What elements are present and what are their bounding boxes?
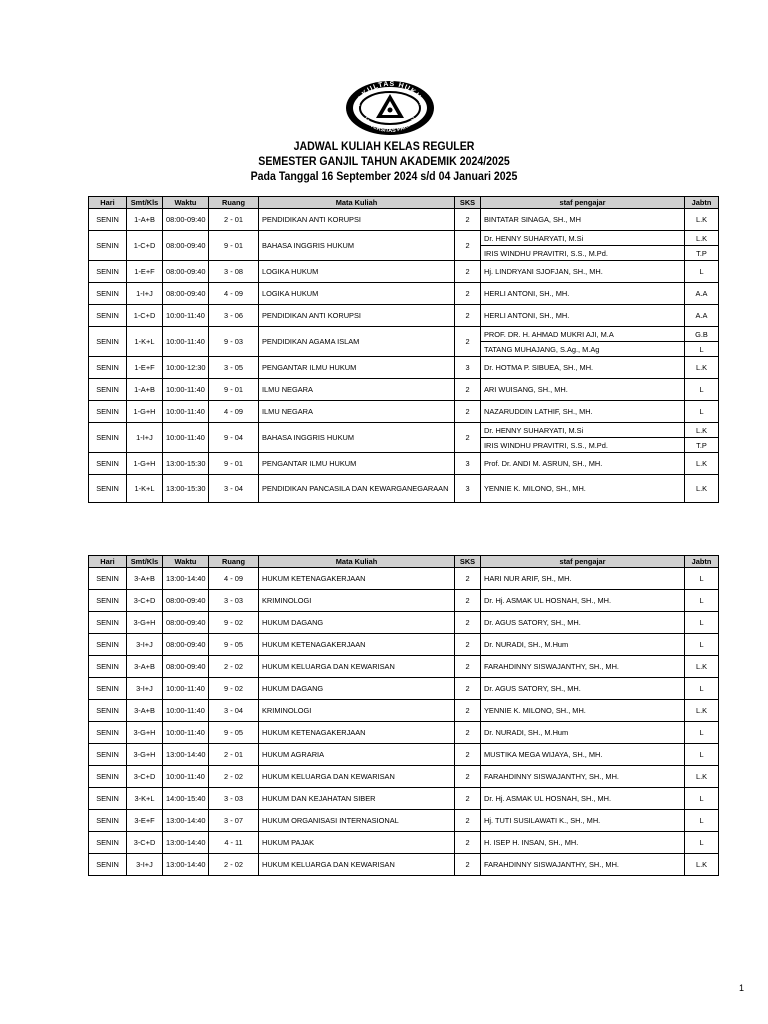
cell-sks: 2 xyxy=(455,568,481,590)
cell-ruang: 9 - 03 xyxy=(209,327,259,357)
cell-mata-kuliah: HUKUM DAN KEJAHATAN SIBER xyxy=(259,788,455,810)
cell-ruang: 9 - 01 xyxy=(209,453,259,475)
cell-jabatan: L.K xyxy=(685,766,719,788)
cell-jabatan: L.K xyxy=(685,475,719,503)
cell-mata-kuliah: HUKUM KELUARGA DAN KEWARISAN xyxy=(259,656,455,678)
cell-ruang: 3 - 03 xyxy=(209,788,259,810)
cell-hari: SENIN xyxy=(89,700,127,722)
cell-waktu: 10:00-11:40 xyxy=(163,678,209,700)
cell-ruang: 4 - 09 xyxy=(209,283,259,305)
cell-ruang: 3 - 06 xyxy=(209,305,259,327)
cell-sks: 3 xyxy=(455,475,481,503)
cell-jabatan: L xyxy=(685,612,719,634)
cell-smt-kls: 3-A+B xyxy=(127,700,163,722)
cell-smt-kls: 3-I+J xyxy=(127,634,163,656)
cell-mata-kuliah: HUKUM AGRARIA xyxy=(259,744,455,766)
cell-sks: 2 xyxy=(455,305,481,327)
cell-smt-kls: 1-C+D xyxy=(127,231,163,261)
cell-mata-kuliah: HUKUM DAGANG xyxy=(259,612,455,634)
cell-smt-kls: 1-A+B xyxy=(127,379,163,401)
cell-ruang: 2 - 02 xyxy=(209,854,259,876)
cell-jabatan: L.K xyxy=(685,423,719,438)
cell-hari: SENIN xyxy=(89,766,127,788)
cell-mata-kuliah: PENDIDIKAN AGAMA ISLAM xyxy=(259,327,455,357)
table-row xyxy=(89,766,719,788)
cell-mata-kuliah: PENDIDIKAN PANCASILA DAN KEWARGANEGARAAN xyxy=(259,475,455,503)
cell-hari: SENIN xyxy=(89,832,127,854)
cell-jabatan: L xyxy=(685,379,719,401)
table-row xyxy=(89,305,719,327)
cell-sks: 2 xyxy=(455,788,481,810)
cell-smt-kls: 3-G+H xyxy=(127,722,163,744)
cell-smt-kls: 3-C+D xyxy=(127,766,163,788)
cell-hari: SENIN xyxy=(89,401,127,423)
cell-jabatan: L xyxy=(685,590,719,612)
cell-sks: 2 xyxy=(455,401,481,423)
cell-waktu: 13:00-14:40 xyxy=(163,854,209,876)
cell-mata-kuliah: LOGIKA HUKUM xyxy=(259,261,455,283)
cell-jabatan: L.K xyxy=(685,209,719,231)
cell-staf-pengajar: ARI WUISANG, SH., MH. xyxy=(481,379,685,401)
cell-waktu: 10:00-12:30 xyxy=(163,357,209,379)
cell-sks: 2 xyxy=(455,231,481,261)
cell-ruang: 9 - 02 xyxy=(209,612,259,634)
cell-ruang: 9 - 01 xyxy=(209,231,259,261)
column-header-ruang: Ruang xyxy=(209,197,259,209)
cell-staf-pengajar: PROF. DR. H. AHMAD MUKRI AJI, M.A xyxy=(481,327,685,342)
schedule-table-semester-3 xyxy=(88,555,719,876)
table-row xyxy=(89,283,719,305)
cell-jabatan: A.A xyxy=(685,305,719,327)
cell-waktu: 08:00-09:40 xyxy=(163,612,209,634)
table-row xyxy=(89,744,719,766)
cell-hari: SENIN xyxy=(89,568,127,590)
column-header-hari: Hari xyxy=(89,197,127,209)
cell-jabatan: L.K xyxy=(685,700,719,722)
cell-sks: 2 xyxy=(455,423,481,453)
cell-staf-pengajar: Prof. Dr. ANDI M. ASRUN, SH., MH. xyxy=(481,453,685,475)
cell-sks: 2 xyxy=(455,283,481,305)
cell-sks: 2 xyxy=(455,854,481,876)
cell-waktu: 10:00-11:40 xyxy=(163,700,209,722)
cell-jabatan: L xyxy=(685,342,719,357)
cell-smt-kls: 3-G+H xyxy=(127,744,163,766)
table-row xyxy=(89,401,719,423)
cell-hari: SENIN xyxy=(89,854,127,876)
cell-hari: SENIN xyxy=(89,656,127,678)
column-header-smt-kls: Smt/Kls xyxy=(127,197,163,209)
cell-jabatan: L xyxy=(685,722,719,744)
cell-staf-pengajar: FARAHDINNY SISWAJANTHY, SH., MH. xyxy=(481,656,685,678)
cell-staf-pengajar: YENNIE K. MILONO, SH., MH. xyxy=(481,700,685,722)
cell-waktu: 13:00-15:30 xyxy=(163,453,209,475)
column-header-jabatan: Jabtn xyxy=(685,556,719,568)
cell-mata-kuliah: LOGIKA HUKUM xyxy=(259,283,455,305)
cell-sks: 3 xyxy=(455,453,481,475)
cell-staf-pengajar: FARAHDINNY SISWAJANTHY, SH., MH. xyxy=(481,854,685,876)
cell-ruang: 3 - 05 xyxy=(209,357,259,379)
cell-waktu: 10:00-11:40 xyxy=(163,327,209,357)
title-line-1: JADWAL KULIAH KELAS REGULER xyxy=(293,141,475,153)
cell-mata-kuliah: PENDIDIKAN ANTI KORUPSI xyxy=(259,209,455,231)
column-header-hari: Hari xyxy=(89,556,127,568)
cell-staf-pengajar: YENNIE K. MILONO, SH., MH. xyxy=(481,475,685,503)
table-row xyxy=(89,612,719,634)
cell-waktu: 13:00-14:40 xyxy=(163,568,209,590)
cell-waktu: 13:00-14:40 xyxy=(163,744,209,766)
cell-ruang: 2 - 02 xyxy=(209,656,259,678)
cell-waktu: 08:00-09:40 xyxy=(163,283,209,305)
cell-hari: SENIN xyxy=(89,810,127,832)
cell-mata-kuliah: HUKUM ORGANISASI INTERNASIONAL xyxy=(259,810,455,832)
column-header-sks: SKS xyxy=(455,197,481,209)
column-header-waktu: Waktu xyxy=(163,197,209,209)
cell-staf-pengajar: Dr. AGUS SATORY, SH., MH. xyxy=(481,612,685,634)
cell-staf-pengajar: IRIS WINDHU PRAVITRI, S.S., M.Pd. xyxy=(481,246,685,261)
cell-ruang: 4 - 09 xyxy=(209,401,259,423)
table-row xyxy=(89,590,719,612)
cell-jabatan: L xyxy=(685,568,719,590)
table-row xyxy=(89,788,719,810)
cell-mata-kuliah: PENGANTAR ILMU HUKUM xyxy=(259,453,455,475)
cell-mata-kuliah: HUKUM KETENAGAKERJAAN xyxy=(259,722,455,744)
cell-staf-pengajar: NAZARUDDIN LATHIF, SH., MH. xyxy=(481,401,685,423)
cell-sks: 2 xyxy=(455,656,481,678)
cell-smt-kls: 1-G+H xyxy=(127,453,163,475)
cell-jabatan: L.K xyxy=(685,453,719,475)
cell-waktu: 14:00-15:40 xyxy=(163,788,209,810)
column-header-staf-pengajar: staf pengajar xyxy=(481,197,685,209)
cell-jabatan: L xyxy=(685,261,719,283)
cell-ruang: 2 - 01 xyxy=(209,744,259,766)
table-row xyxy=(89,678,719,700)
cell-smt-kls: 3-I+J xyxy=(127,854,163,876)
cell-smt-kls: 1-G+H xyxy=(127,401,163,423)
cell-waktu: 13:00-15:30 xyxy=(163,475,209,503)
cell-sks: 2 xyxy=(455,379,481,401)
table-row xyxy=(89,209,719,231)
cell-waktu: 08:00-09:40 xyxy=(163,261,209,283)
table-row xyxy=(89,453,719,475)
cell-waktu: 08:00-09:40 xyxy=(163,231,209,261)
cell-ruang: 3 - 03 xyxy=(209,590,259,612)
cell-sks: 2 xyxy=(455,744,481,766)
cell-hari: SENIN xyxy=(89,305,127,327)
cell-hari: SENIN xyxy=(89,283,127,305)
cell-hari: SENIN xyxy=(89,261,127,283)
cell-hari: SENIN xyxy=(89,788,127,810)
cell-jabatan: L xyxy=(685,788,719,810)
cell-mata-kuliah: ILMU NEGARA xyxy=(259,401,455,423)
table-row xyxy=(89,854,719,876)
cell-ruang: 9 - 05 xyxy=(209,722,259,744)
table-row xyxy=(89,475,719,503)
cell-jabatan: L.K xyxy=(685,357,719,379)
table-row xyxy=(89,327,719,342)
cell-mata-kuliah: ILMU NEGARA xyxy=(259,379,455,401)
table-row xyxy=(89,357,719,379)
cell-hari: SENIN xyxy=(89,590,127,612)
cell-hari: SENIN xyxy=(89,379,127,401)
cell-hari: SENIN xyxy=(89,423,127,453)
cell-hari: SENIN xyxy=(89,231,127,261)
cell-jabatan: L xyxy=(685,832,719,854)
cell-smt-kls: 3-C+D xyxy=(127,832,163,854)
logo-ring-bottom: UNIVERSITAS PAKUAN xyxy=(361,116,419,135)
cell-staf-pengajar: MUSTIKA MEGA WIJAYA, SH., MH. xyxy=(481,744,685,766)
cell-jabatan: T.P xyxy=(685,438,719,453)
cell-jabatan: L xyxy=(685,634,719,656)
cell-waktu: 08:00-09:40 xyxy=(163,634,209,656)
cell-mata-kuliah: HUKUM KETENAGAKERJAAN xyxy=(259,568,455,590)
cell-ruang: 3 - 08 xyxy=(209,261,259,283)
header-row xyxy=(89,556,719,568)
cell-waktu: 08:00-09:40 xyxy=(163,590,209,612)
table-row xyxy=(89,423,719,438)
cell-mata-kuliah: PENDIDIKAN ANTI KORUPSI xyxy=(259,305,455,327)
column-header-smt-kls: Smt/Kls xyxy=(127,556,163,568)
column-header-ruang: Ruang xyxy=(209,556,259,568)
cell-staf-pengajar: Dr. NURADI, SH., M.Hum xyxy=(481,722,685,744)
cell-staf-pengajar: HARI NUR ARIF, SH., MH. xyxy=(481,568,685,590)
cell-staf-pengajar: Dr. HENNY SUHARYATI, M.Si xyxy=(481,423,685,438)
cell-smt-kls: 1-E+F xyxy=(127,261,163,283)
cell-sks: 2 xyxy=(455,261,481,283)
cell-sks: 2 xyxy=(455,766,481,788)
cell-mata-kuliah: KRIMINOLOGI xyxy=(259,700,455,722)
faculty-logo xyxy=(344,76,436,136)
cell-sks: 2 xyxy=(455,634,481,656)
cell-hari: SENIN xyxy=(89,453,127,475)
cell-staf-pengajar: BINTATAR SINAGA, SH., MH xyxy=(481,209,685,231)
table-row xyxy=(89,568,719,590)
cell-sks: 2 xyxy=(455,678,481,700)
table-row xyxy=(89,722,719,744)
cell-mata-kuliah: HUKUM KETENAGAKERJAAN xyxy=(259,634,455,656)
cell-ruang: 3 - 07 xyxy=(209,810,259,832)
cell-hari: SENIN xyxy=(89,357,127,379)
cell-hari: SENIN xyxy=(89,209,127,231)
column-header-staf-pengajar: staf pengajar xyxy=(481,556,685,568)
table-row xyxy=(89,379,719,401)
cell-waktu: 13:00-14:40 xyxy=(163,810,209,832)
cell-waktu: 08:00-09:40 xyxy=(163,656,209,678)
cell-smt-kls: 3-A+B xyxy=(127,656,163,678)
cell-staf-pengajar: TATANG MUHAJANG, S.Ag., M.Ag xyxy=(481,342,685,357)
table-row xyxy=(89,832,719,854)
cell-smt-kls: 1-I+J xyxy=(127,423,163,453)
cell-smt-kls: 3-E+F xyxy=(127,810,163,832)
cell-mata-kuliah: HUKUM DAGANG xyxy=(259,678,455,700)
cell-ruang: 9 - 01 xyxy=(209,379,259,401)
cell-sks: 2 xyxy=(455,327,481,357)
cell-waktu: 10:00-11:40 xyxy=(163,401,209,423)
cell-hari: SENIN xyxy=(89,634,127,656)
cell-smt-kls: 1-K+L xyxy=(127,327,163,357)
cell-jabatan: L.K xyxy=(685,854,719,876)
cell-waktu: 10:00-11:40 xyxy=(163,766,209,788)
cell-staf-pengajar: FARAHDINNY SISWAJANTHY, SH., MH. xyxy=(481,766,685,788)
cell-jabatan: L xyxy=(685,678,719,700)
cell-ruang: 3 - 04 xyxy=(209,475,259,503)
cell-hari: SENIN xyxy=(89,722,127,744)
cell-waktu: 10:00-11:40 xyxy=(163,379,209,401)
cell-hari: SENIN xyxy=(89,327,127,357)
cell-mata-kuliah: HUKUM KELUARGA DAN KEWARISAN xyxy=(259,766,455,788)
cell-ruang: 2 - 02 xyxy=(209,766,259,788)
cell-waktu: 10:00-11:40 xyxy=(163,423,209,453)
cell-sks: 2 xyxy=(455,209,481,231)
table-row xyxy=(89,231,719,246)
cell-ruang: 3 - 04 xyxy=(209,700,259,722)
cell-staf-pengajar: Dr. HENNY SUHARYATI, M.Si xyxy=(481,231,685,246)
cell-staf-pengajar: H. ISEP H. INSAN, SH., MH. xyxy=(481,832,685,854)
cell-jabatan: L.K xyxy=(685,231,719,246)
column-header-waktu: Waktu xyxy=(163,556,209,568)
title-line-2: SEMESTER GANJIL TAHUN AKADEMIK 2024/2025 xyxy=(258,156,510,168)
cell-mata-kuliah: HUKUM KELUARGA DAN KEWARISAN xyxy=(259,854,455,876)
cell-staf-pengajar: HERLI ANTONI, SH., MH. xyxy=(481,305,685,327)
cell-ruang: 9 - 02 xyxy=(209,678,259,700)
title-line-3: Pada Tanggal 16 September 2024 s/d 04 Januari 2025 xyxy=(250,171,518,183)
cell-jabatan: G.B xyxy=(685,327,719,342)
cell-hari: SENIN xyxy=(89,744,127,766)
cell-hari: SENIN xyxy=(89,612,127,634)
cell-waktu: 10:00-11:40 xyxy=(163,305,209,327)
cell-ruang: 9 - 05 xyxy=(209,634,259,656)
cell-staf-pengajar: Dr. HOTMA P. SIBUEA, SH., MH. xyxy=(481,357,685,379)
schedule-table-semester-1 xyxy=(88,196,719,503)
cell-sks: 2 xyxy=(455,722,481,744)
cell-smt-kls: 3-I+J xyxy=(127,678,163,700)
cell-mata-kuliah: KRIMINOLOGI xyxy=(259,590,455,612)
cell-smt-kls: 1-K+L xyxy=(127,475,163,503)
cell-ruang: 4 - 09 xyxy=(209,568,259,590)
cell-ruang: 4 - 11 xyxy=(209,832,259,854)
cell-smt-kls: 1-A+B xyxy=(127,209,163,231)
cell-waktu: 13:00-14:40 xyxy=(163,832,209,854)
cell-staf-pengajar: Dr. Hj. ASMAK UL HOSNAH, SH., MH. xyxy=(481,788,685,810)
table-row xyxy=(89,656,719,678)
cell-ruang: 2 - 01 xyxy=(209,209,259,231)
cell-smt-kls: 3-A+B xyxy=(127,568,163,590)
column-header-sks: SKS xyxy=(455,556,481,568)
table-row xyxy=(89,700,719,722)
cell-jabatan: L.K xyxy=(685,656,719,678)
cell-jabatan: A.A xyxy=(685,283,719,305)
document-header xyxy=(0,140,768,185)
cell-sks: 2 xyxy=(455,810,481,832)
logo-ring-top: FAKULTAS HUKUM xyxy=(355,80,426,107)
cell-jabatan: L xyxy=(685,810,719,832)
table-row xyxy=(89,261,719,283)
cell-jabatan: L xyxy=(685,744,719,766)
cell-sks: 2 xyxy=(455,612,481,634)
column-header-mata-kuliah: Mata Kuliah xyxy=(259,556,455,568)
cell-jabatan: L xyxy=(685,401,719,423)
cell-smt-kls: 3-G+H xyxy=(127,612,163,634)
cell-jabatan: T.P xyxy=(685,246,719,261)
cell-hari: SENIN xyxy=(89,475,127,503)
cell-smt-kls: 1-E+F xyxy=(127,357,163,379)
cell-staf-pengajar: HERLI ANTONI, SH., MH. xyxy=(481,283,685,305)
cell-staf-pengajar: Hj. LINDRYANI SJOFJAN, SH., MH. xyxy=(481,261,685,283)
column-header-mata-kuliah: Mata Kuliah xyxy=(259,197,455,209)
cell-sks: 2 xyxy=(455,832,481,854)
table-row xyxy=(89,810,719,832)
cell-smt-kls: 1-C+D xyxy=(127,305,163,327)
cell-smt-kls: 1-I+J xyxy=(127,283,163,305)
column-header-jabatan: Jabtn xyxy=(685,197,719,209)
cell-sks: 2 xyxy=(455,700,481,722)
cell-staf-pengajar: Hj. TUTI SUSILAWATI K., SH., MH. xyxy=(481,810,685,832)
header-row xyxy=(89,197,719,209)
cell-staf-pengajar: Dr. AGUS SATORY, SH., MH. xyxy=(481,678,685,700)
cell-hari: SENIN xyxy=(89,678,127,700)
cell-staf-pengajar: IRIS WINDHU PRAVITRI, S.S., M.Pd. xyxy=(481,438,685,453)
cell-mata-kuliah: BAHASA INGGRIS HUKUM xyxy=(259,423,455,453)
cell-smt-kls: 3-C+D xyxy=(127,590,163,612)
cell-sks: 3 xyxy=(455,357,481,379)
cell-staf-pengajar: Dr. Hj. ASMAK UL HOSNAH, SH., MH. xyxy=(481,590,685,612)
table-row xyxy=(89,634,719,656)
cell-waktu: 10:00-11:40 xyxy=(163,722,209,744)
page-number: 1 xyxy=(738,983,744,993)
cell-mata-kuliah: HUKUM PAJAK xyxy=(259,832,455,854)
cell-staf-pengajar: Dr. NURADI, SH., M.Hum xyxy=(481,634,685,656)
cell-smt-kls: 3-K+L xyxy=(127,788,163,810)
cell-waktu: 08:00-09:40 xyxy=(163,209,209,231)
cell-mata-kuliah: PENGANTAR ILMU HUKUM xyxy=(259,357,455,379)
cell-sks: 2 xyxy=(455,590,481,612)
cell-ruang: 9 - 04 xyxy=(209,423,259,453)
cell-mata-kuliah: BAHASA INGGRIS HUKUM xyxy=(259,231,455,261)
